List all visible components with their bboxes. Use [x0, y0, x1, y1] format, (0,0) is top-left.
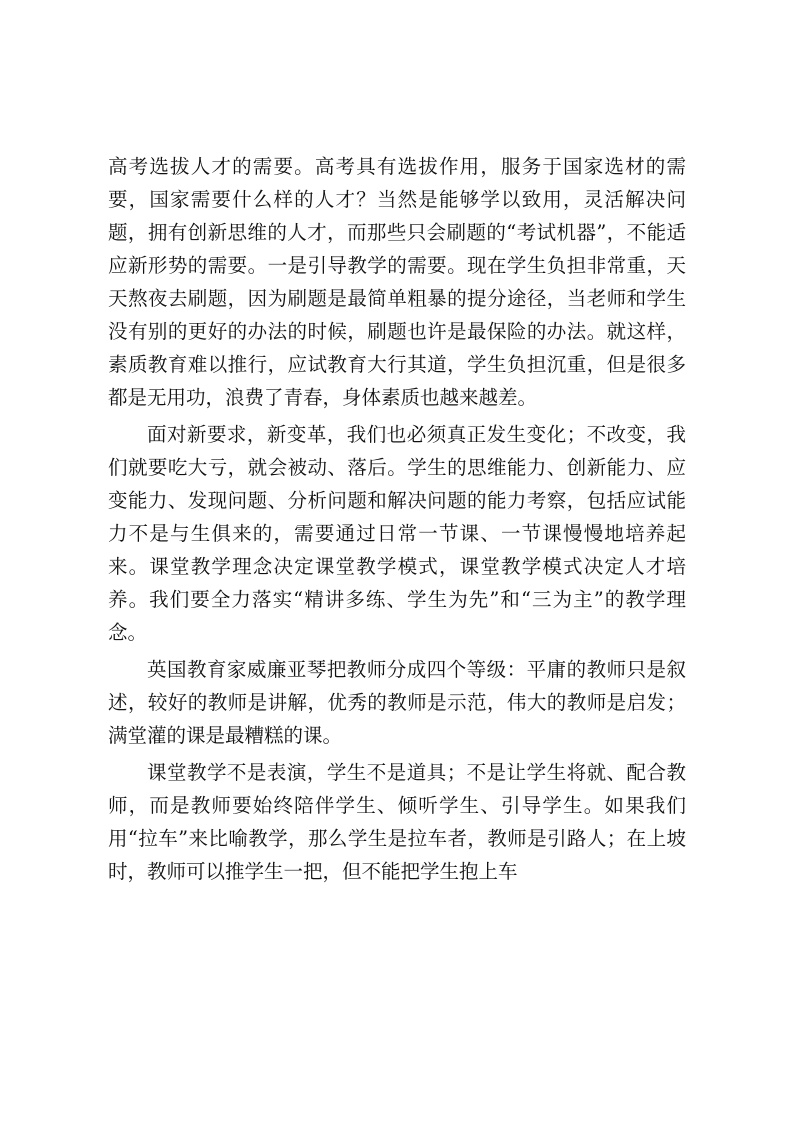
paragraph-2: 面对新要求，新变革，我们也必须真正发生变化；不改变，我们就要吃大亏，就会被动、落后。学生的思维能力、创新能力、应变能力、发现问题、分析问题和解决问题的能力考察，包括应试能力不是与生俱来的，需要通过日常一节课、一节课慢慢地培养起来。课堂教学理念决定课堂教学模式，课堂教学模式决定人才培养。我们要全力落实“精讲多练、学生为先”和“三为主”的教学理念。 [108, 423, 686, 644]
document-page [108, 150, 686, 892]
paragraph-4: 课堂教学不是表演，学生不是道具；不是让学生将就、配合教师，而是教师要始终陪伴学生、倾听学生、引导学生。如果我们用“拉车”来比喻教学，那么学生是拉车者，教师是引路人；在上坡时，教师可以推学生一把，但不能把学生抱上车 [108, 761, 686, 883]
paragraph-1: 高考选拔人才的需要。高考具有选拔作用，服务于国家选材的需要，国家需要什么样的人才？当然是能够学以致用，灵活解决问题，拥有创新思维的人才，而那些只会刷题的“考试机器”，不能适应新形势的需要。一是引导教学的需要。现在学生负担非常重，天天熬夜去刷题，因为刷题是最简单粗暴的提分途径，当老师和学生没有别的更好的办法的时候，刷题也许是最保险的办法。就这样，素质教育难以推行，应试教育大行其道，学生负担沉重，但是很多都是无用功，浪费了青春，身体素质也越来越差。 [108, 155, 686, 409]
paragraph-3: 英国教育家威廉亚琴把教师分成四个等级：平庸的教师只是叙述，较好的教师是讲解，优秀的教师是示范，伟大的教师是启发；满堂灌的课是最糟糕的课。 [108, 658, 686, 747]
